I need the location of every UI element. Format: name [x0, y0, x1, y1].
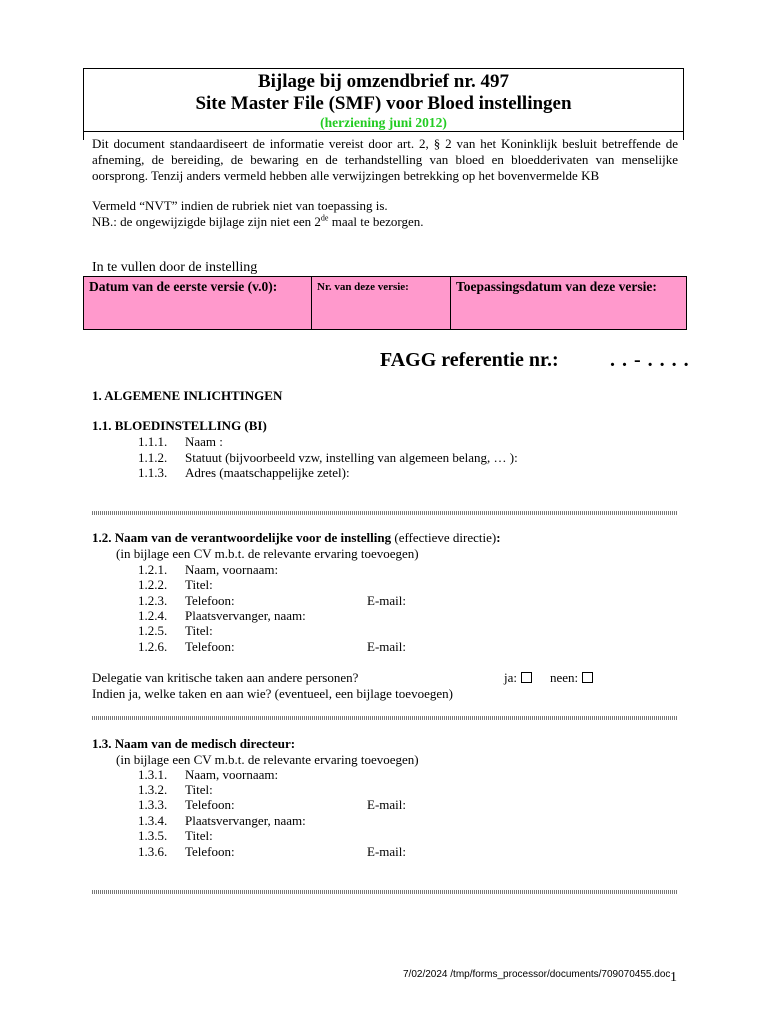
item-label: Telefoon:: [185, 593, 235, 608]
document-subtitle: Site Master File (SMF) voor Bloed instellingen: [195, 93, 572, 114]
item-label: Titel:: [185, 782, 213, 797]
item-label: Telefoon:: [185, 797, 235, 812]
item-number: 1.2.4.: [138, 608, 168, 623]
cv-note: (in bijlage een CV m.b.t. de relevante ervaring toevoegen): [116, 546, 419, 561]
fagg-reference-label: FAGG referentie nr.:: [380, 349, 559, 371]
item-label: Statuut (bijvoorbeeld vzw, instelling van algemeen belang, … ):: [185, 450, 518, 465]
item-number: 1.1.2.: [138, 450, 168, 465]
item-number: 1.2.6.: [138, 639, 168, 654]
item-number: 1.3.6.: [138, 844, 168, 859]
separator-line: [92, 890, 678, 894]
item-label: Telefoon:: [185, 639, 235, 654]
item-label: Naam :: [185, 434, 223, 449]
yes-option: ja:: [504, 670, 532, 685]
cv-note: (in bijlage een CV m.b.t. de relevante ervaring toevoegen): [116, 752, 419, 767]
item-number: 1.2.3.: [138, 593, 168, 608]
intro-text: [92, 136, 678, 230]
item-number: 1.2.5.: [138, 623, 168, 638]
revision-label: (herziening juni 2012): [320, 115, 447, 130]
fill-in-label: In te vullen door de instelling: [92, 260, 258, 275]
item-label: Titel:: [185, 828, 213, 843]
email-label: E-mail:: [367, 797, 406, 812]
item-label: Naam, voornaam:: [185, 767, 279, 782]
title-box: [83, 68, 684, 132]
page-number: 1: [670, 970, 677, 985]
item-number: 1.3.1.: [138, 767, 168, 782]
item-number: 1.2.1.: [138, 562, 168, 577]
email-label: E-mail:: [367, 593, 406, 608]
item-label: Titel:: [185, 577, 213, 592]
item-label: Adres (maatschappelijke zetel):: [185, 465, 350, 480]
section-heading-general: 1. ALGEMENE INLICHTINGEN: [92, 388, 283, 403]
version-number-cell[interactable]: Nr. van deze versie:: [312, 277, 451, 330]
intro-paragraph: Dit document standaardiseert de informatie vereist door art. 2, § 2 van het Koninklijk besluit betreffende de afneming, de bereiding, de bewaring en de terhandstelling van bloed en bloedderivaten van menselijke oorsprong. Tenzij anders vermeld hebben alle verwijzingen betrekking op het bovenvermelde KB: [92, 136, 678, 183]
item-number: 1.3.4.: [138, 813, 168, 828]
item-number: 1.3.5.: [138, 828, 168, 843]
application-date-cell[interactable]: Toepassingsdatum van deze versie:: [451, 277, 687, 330]
first-version-date-cell[interactable]: Datum van de eerste versie (v.0):: [84, 277, 312, 330]
email-label: E-mail:: [367, 639, 406, 654]
item-number: 1.1.3.: [138, 465, 168, 480]
yes-checkbox[interactable]: [521, 672, 532, 683]
item-label: Naam, voornaam:: [185, 562, 279, 577]
no-checkbox[interactable]: [582, 672, 593, 683]
item-label: Plaatsvervanger, naam:: [185, 813, 306, 828]
item-number: 1.1.1.: [138, 434, 168, 449]
item-label: Titel:: [185, 623, 213, 638]
no-option: neen:: [550, 670, 593, 685]
fagg-reference-value[interactable]: . . - . . . .: [610, 349, 690, 371]
footer-path: 7/02/2024 /tmp/forms_processor/documents/709070455.doc: [403, 969, 671, 980]
subsection-heading-medical-director: 1.3. Naam van de medisch directeur:: [92, 736, 296, 751]
delegation-question: Delegatie van kritische taken aan andere personen?: [92, 670, 359, 685]
version-table: [83, 276, 687, 330]
delegation-followup: Indien ja, welke taken en aan wie? (eventueel, een bijlage toevoegen): [92, 686, 453, 701]
separator-line: [92, 716, 678, 720]
item-number: 1.3.3.: [138, 797, 168, 812]
nvt-note: Vermeld “NVT” indien de rubriek niet van toepassing is.: [92, 198, 388, 213]
separator-line: [92, 511, 678, 515]
item-number: 1.3.2.: [138, 782, 168, 797]
email-label: E-mail:: [367, 844, 406, 859]
nb-note: NB.: de ongewijzigde bijlage zijn niet een 2de maal te bezorgen.: [92, 213, 424, 229]
document-title: Bijlage bij omzendbrief nr. 497: [257, 71, 510, 92]
subsection-heading-responsible: 1.2. Naam van de verantwoordelijke voor de instelling (effectieve directie):: [92, 530, 501, 545]
item-label: Plaatsvervanger, naam:: [185, 608, 306, 623]
subsection-heading-blood-institution: 1.1. BLOEDINSTELLING (BI): [92, 418, 267, 433]
item-label: Telefoon:: [185, 844, 235, 859]
item-number: 1.2.2.: [138, 577, 168, 592]
